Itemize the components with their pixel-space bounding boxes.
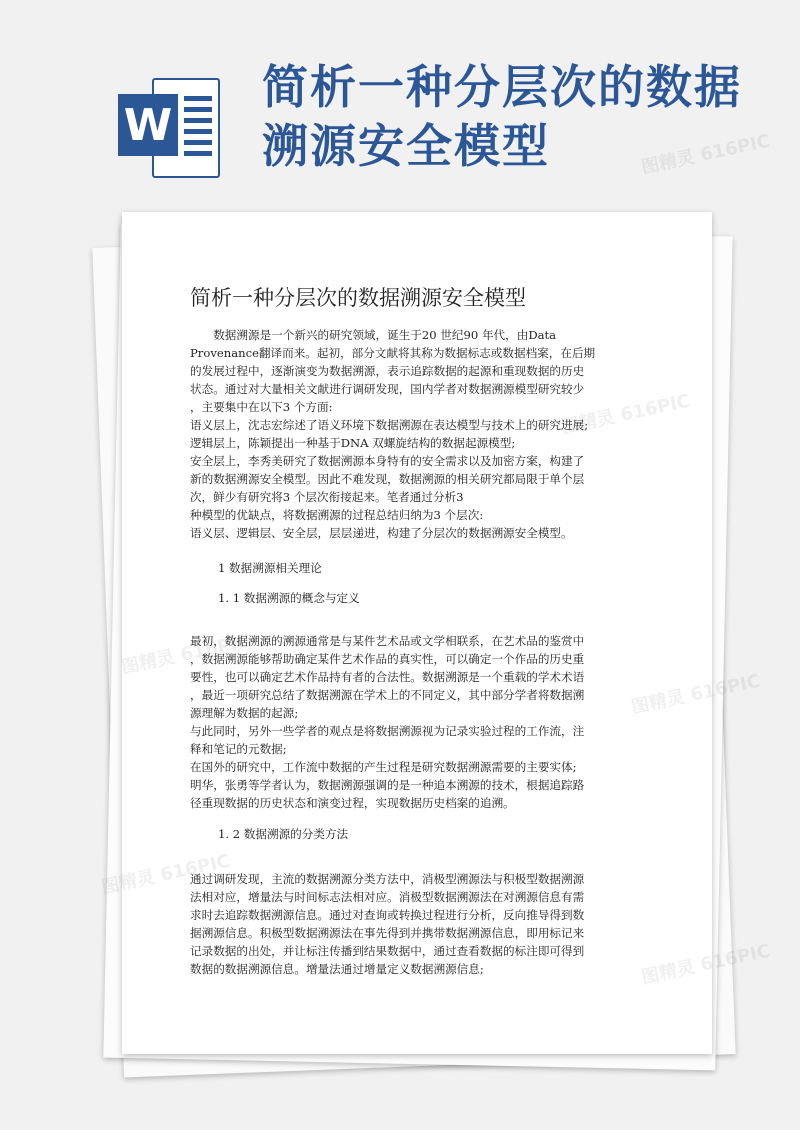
text-line: 数据溯源是一个新兴的研究领域，诞生于20 世纪90 年代，由Data [190,328,557,342]
text-line: 状态。通过对大量相关文献进行调研发现，国内学者对数据溯源模型研究较少 [190,382,585,396]
text-line: 要性，也可以确定艺术作品持有者的合法性。数据溯源是一个重载的学术术语 [190,670,585,684]
text-line: ，最近一项研究总结了数据溯源在学术上的不同定义，其中部分学者将数据溯 [190,688,585,702]
word-logo-tile: W [118,94,178,156]
text-line: 记录数据的出处，并让标注传播到结果数据中，通过查看数据的标注即可得到 [190,944,585,958]
text-line: 与此同时，另外一些学者的观点是将数据溯源视为记录实验过程的工作流，注 [190,724,585,738]
text-line: 数据的数据溯源信息。增量法通过增量定义数据溯源信息; [190,962,484,976]
text-line: ，数据溯源能够帮助确定某件艺术作品的真实性，可以确定一个作品的历史重 [190,652,585,666]
watermark: 图精灵 616PIC [629,670,763,719]
definition-paragraph [190,632,630,812]
text-line: 新的数据溯源安全模型。因此不难发现，数据溯源的相关研究都局限于单个层 [190,472,585,486]
text-line: 安全层上，李秀美研究了数据溯源本身特有的安全需求以及加密方案，构建了 [190,454,585,468]
text-line: 源理解为数据的起源; [190,706,299,720]
text-line: 径重现数据的历史状态和演变过程，实现数据历史档案的追溯。 [190,796,515,810]
text-line: Provenance翻译而来。起初，部分文献将其称为数据标志或数据档案，在后期 [190,346,596,360]
text-line: 在国外的研究中，工作流中数据的产生过程是研究数据溯源需要的主要实体; [190,760,577,774]
text-line: 据溯源信息。积极型数据溯源法在事先得到并携带数据溯源信息，即用标记来 [190,926,585,940]
subsection-heading: 1. 2 数据溯源的分类方法 [218,827,349,841]
text-line: 明华，张勇等学者认为，数据溯源强调的是一种追本溯源的技术，根据追踪路 [190,778,585,792]
text-line: 种模型的优缺点，将数据溯源的过程总结归纳为3 个层次: [190,508,484,522]
text-line: 次，鲜少有研究将3 个层次衔接起来。笔者通过分析3 [190,490,464,504]
watermark: 图精灵 616PIC [119,630,253,679]
watermark: 图精灵 616PIC [99,850,233,899]
text-line: 释和笔记的元数据; [190,742,287,756]
word-document-icon [118,78,218,178]
text-line: 逻辑层上，陈颖提出一种基于DNA 双螺旋结构的数据起源模型; [190,436,516,450]
section-heading: 1 数据溯源相关理论 [218,561,322,575]
document-title: 简析一种分层次的数据溯源安全模型 [190,286,526,310]
intro-paragraph [190,326,630,542]
watermark: 图精灵 616PIC [639,940,773,989]
text-line: 通过调研发现，主流的数据溯源分类方法中，消极型溯源法与积极型数据溯源 [190,872,585,886]
watermark: 图精灵 616PIC [639,130,773,179]
text-line: 求时去追踪数据溯源信息。通过对查询或转换过程进行分析，反向推导得到数 [190,908,585,922]
classification-paragraph [190,870,630,978]
text-line: 语义层、逻辑层、安全层，层层递进，构建了分层次的数据溯源安全模型。 [190,526,573,540]
text-line: 最初，数据溯源的溯源通常是与某件艺术品或文学相联系，在艺术品的鉴赏中 [190,634,585,648]
text-line: 法相对应，增量法与时间标志法相对应。消极型数据溯源法在对溯源信息有需 [190,890,585,904]
text-line: ，主要集中在以下3 个方面: [190,400,333,414]
banner-title: 简析一种分层次的数据溯源安全模型 [262,60,742,173]
document-lines-icon [184,96,212,162]
watermark: 图精灵 616PIC [559,390,693,439]
text-line: 语义层上，沈志宏综述了语义环境下数据溯源在表达模型与技术上的研究进展; [190,418,589,432]
subsection-heading: 1. 1 数据溯源的概念与定义 [218,591,360,605]
text-line: 的发展过程中，逐渐演变为数据溯源，表示追踪数据的起源和重现数据的历史 [190,364,585,378]
